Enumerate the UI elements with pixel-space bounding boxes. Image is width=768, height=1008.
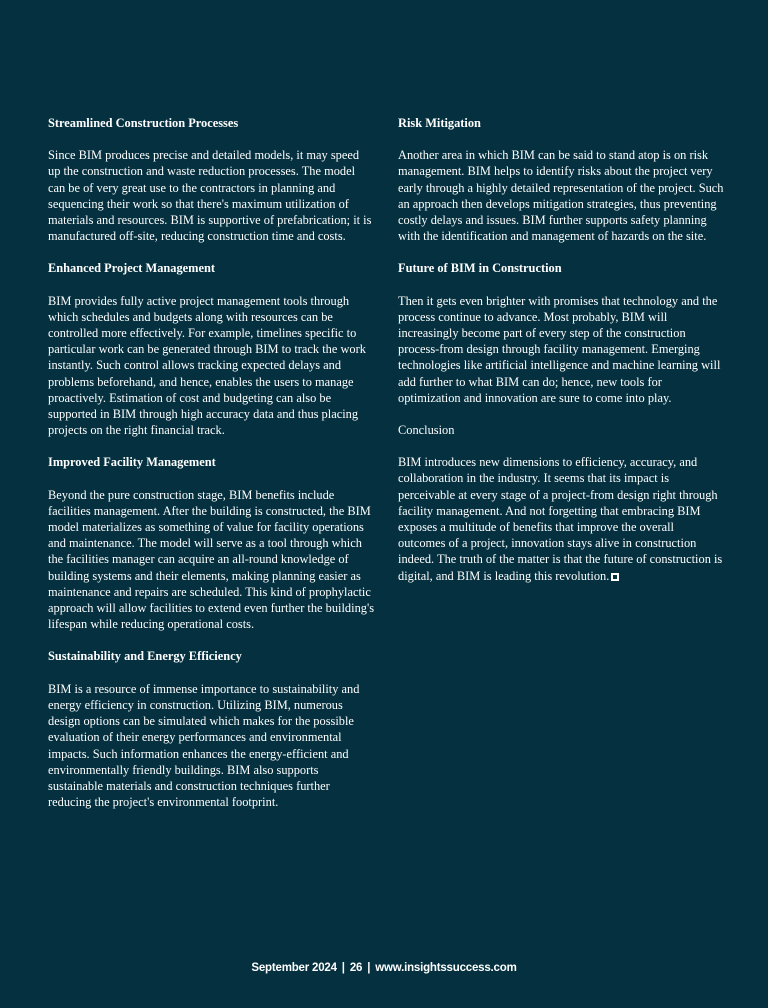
section-streamlined-construction (48, 115, 374, 244)
section-heading: Future of BIM in Construction (398, 261, 562, 276)
section-paragraph: Then it gets even brighter with promises that technology and the process continue to advance. Most probably, BIM will increasingly become part of every step of the construction process-from design through facility management. Emerging technologies like artificial intelligence and machine learning will add further to what BIM can do; hence, new tools for optimization and innovation are sure to come into play. (398, 293, 721, 405)
section-paragraph (398, 454, 724, 584)
section-paragraph: BIM provides fully active project management tools through which schedules and budgets along with resources can be controlled more effectively. For example, timelines specific to particular work can be generated through BIM to track the work instantly. Such control allows tracking expected delays and problems beforehand, and hence, enables the users to manage proactively. Estimation of cost and budgeting can also be supported in BIM through high accuracy data and thus placing projects on the right financial track. (48, 293, 366, 438)
section-paragraph: Since BIM produces precise and detailed models, it may speed up the construction and waste reduction processes. The model can be of very great use to the contractors in planning and sequencing their work so that there's maximum utilization of materials and resources. BIM is supportive of prefabrication; it is manufactured off-site, reducing construction time and costs. (48, 148, 372, 244)
section-heading: Risk Mitigation (398, 116, 481, 130)
footer-separator: | (367, 962, 371, 974)
right-column (398, 115, 724, 600)
section-paragraph: Beyond the pure construction stage, BIM benefits include facilities management. After the building is constructed, the BIM model materializes as something of value for facility operations and maintenance. The model will serve as a tool through which the facilities manager can acquire an all-round knowledge of building systems and their elements, making planning easier as maintenance and repairs are scheduled. This kind of prophylactic approach will allow facilities to extend even further the building's lifespan while reducing operational costs. (48, 487, 375, 632)
section-sustainability (48, 648, 374, 810)
end-of-article-icon (611, 573, 619, 581)
page-footer (0, 962, 768, 974)
section-paragraph: BIM is a resource of immense importance to sustainability and energy efficiency in construction. Utilizing BIM, numerous design options can be simulated which makes for the possible evaluation of their energy performances and environmental impacts. Such information enhances the energy-efficient and environmentally friendly buildings. BIM also supports sustainable materials and construction techniques further reducing the project's environmental footprint. (48, 681, 360, 810)
section-project-management (48, 260, 374, 438)
conclusion-text: BIM introduces new dimensions to efficiency, accuracy, and collaboration in the industry. It seems that its impact is perceivable at every stage of a project-from design right through facility management. And not forgetting that embracing BIM exposes a multitude of benefits that improve the overall outcomes of a project, innovation stays alive in construction indeed. The truth of the matter is that the future of construction is digital, and BIM is leading this revolution. (398, 455, 723, 583)
section-heading: Sustainability and Energy Efficiency (48, 649, 242, 664)
footer-issue-date: September 2024 (251, 962, 337, 974)
section-risk-mitigation (398, 115, 724, 244)
footer-separator: | (341, 962, 345, 974)
section-facility-management (48, 454, 374, 632)
section-heading: Conclusion (398, 423, 455, 438)
left-column (48, 115, 374, 826)
footer-website: www.insightssuccess.com (375, 962, 517, 974)
section-conclusion (398, 422, 724, 584)
section-heading: Improved Facility Management (48, 455, 216, 470)
section-heading: Enhanced Project Management (48, 261, 216, 276)
section-heading: Streamlined Construction Processes (48, 116, 239, 130)
section-paragraph: Another area in which BIM can be said to stand atop is on risk management. BIM helps to identify risks about the project very early through a highly detailed representation of the project. Such an approach then develops mitigation strategies, thus preventing costly delays and issues. BIM further supports safety planning with the identification and management of hazards on the site. (398, 148, 724, 244)
section-future-of-bim (398, 260, 724, 406)
footer-page-number: 26 (349, 962, 363, 974)
